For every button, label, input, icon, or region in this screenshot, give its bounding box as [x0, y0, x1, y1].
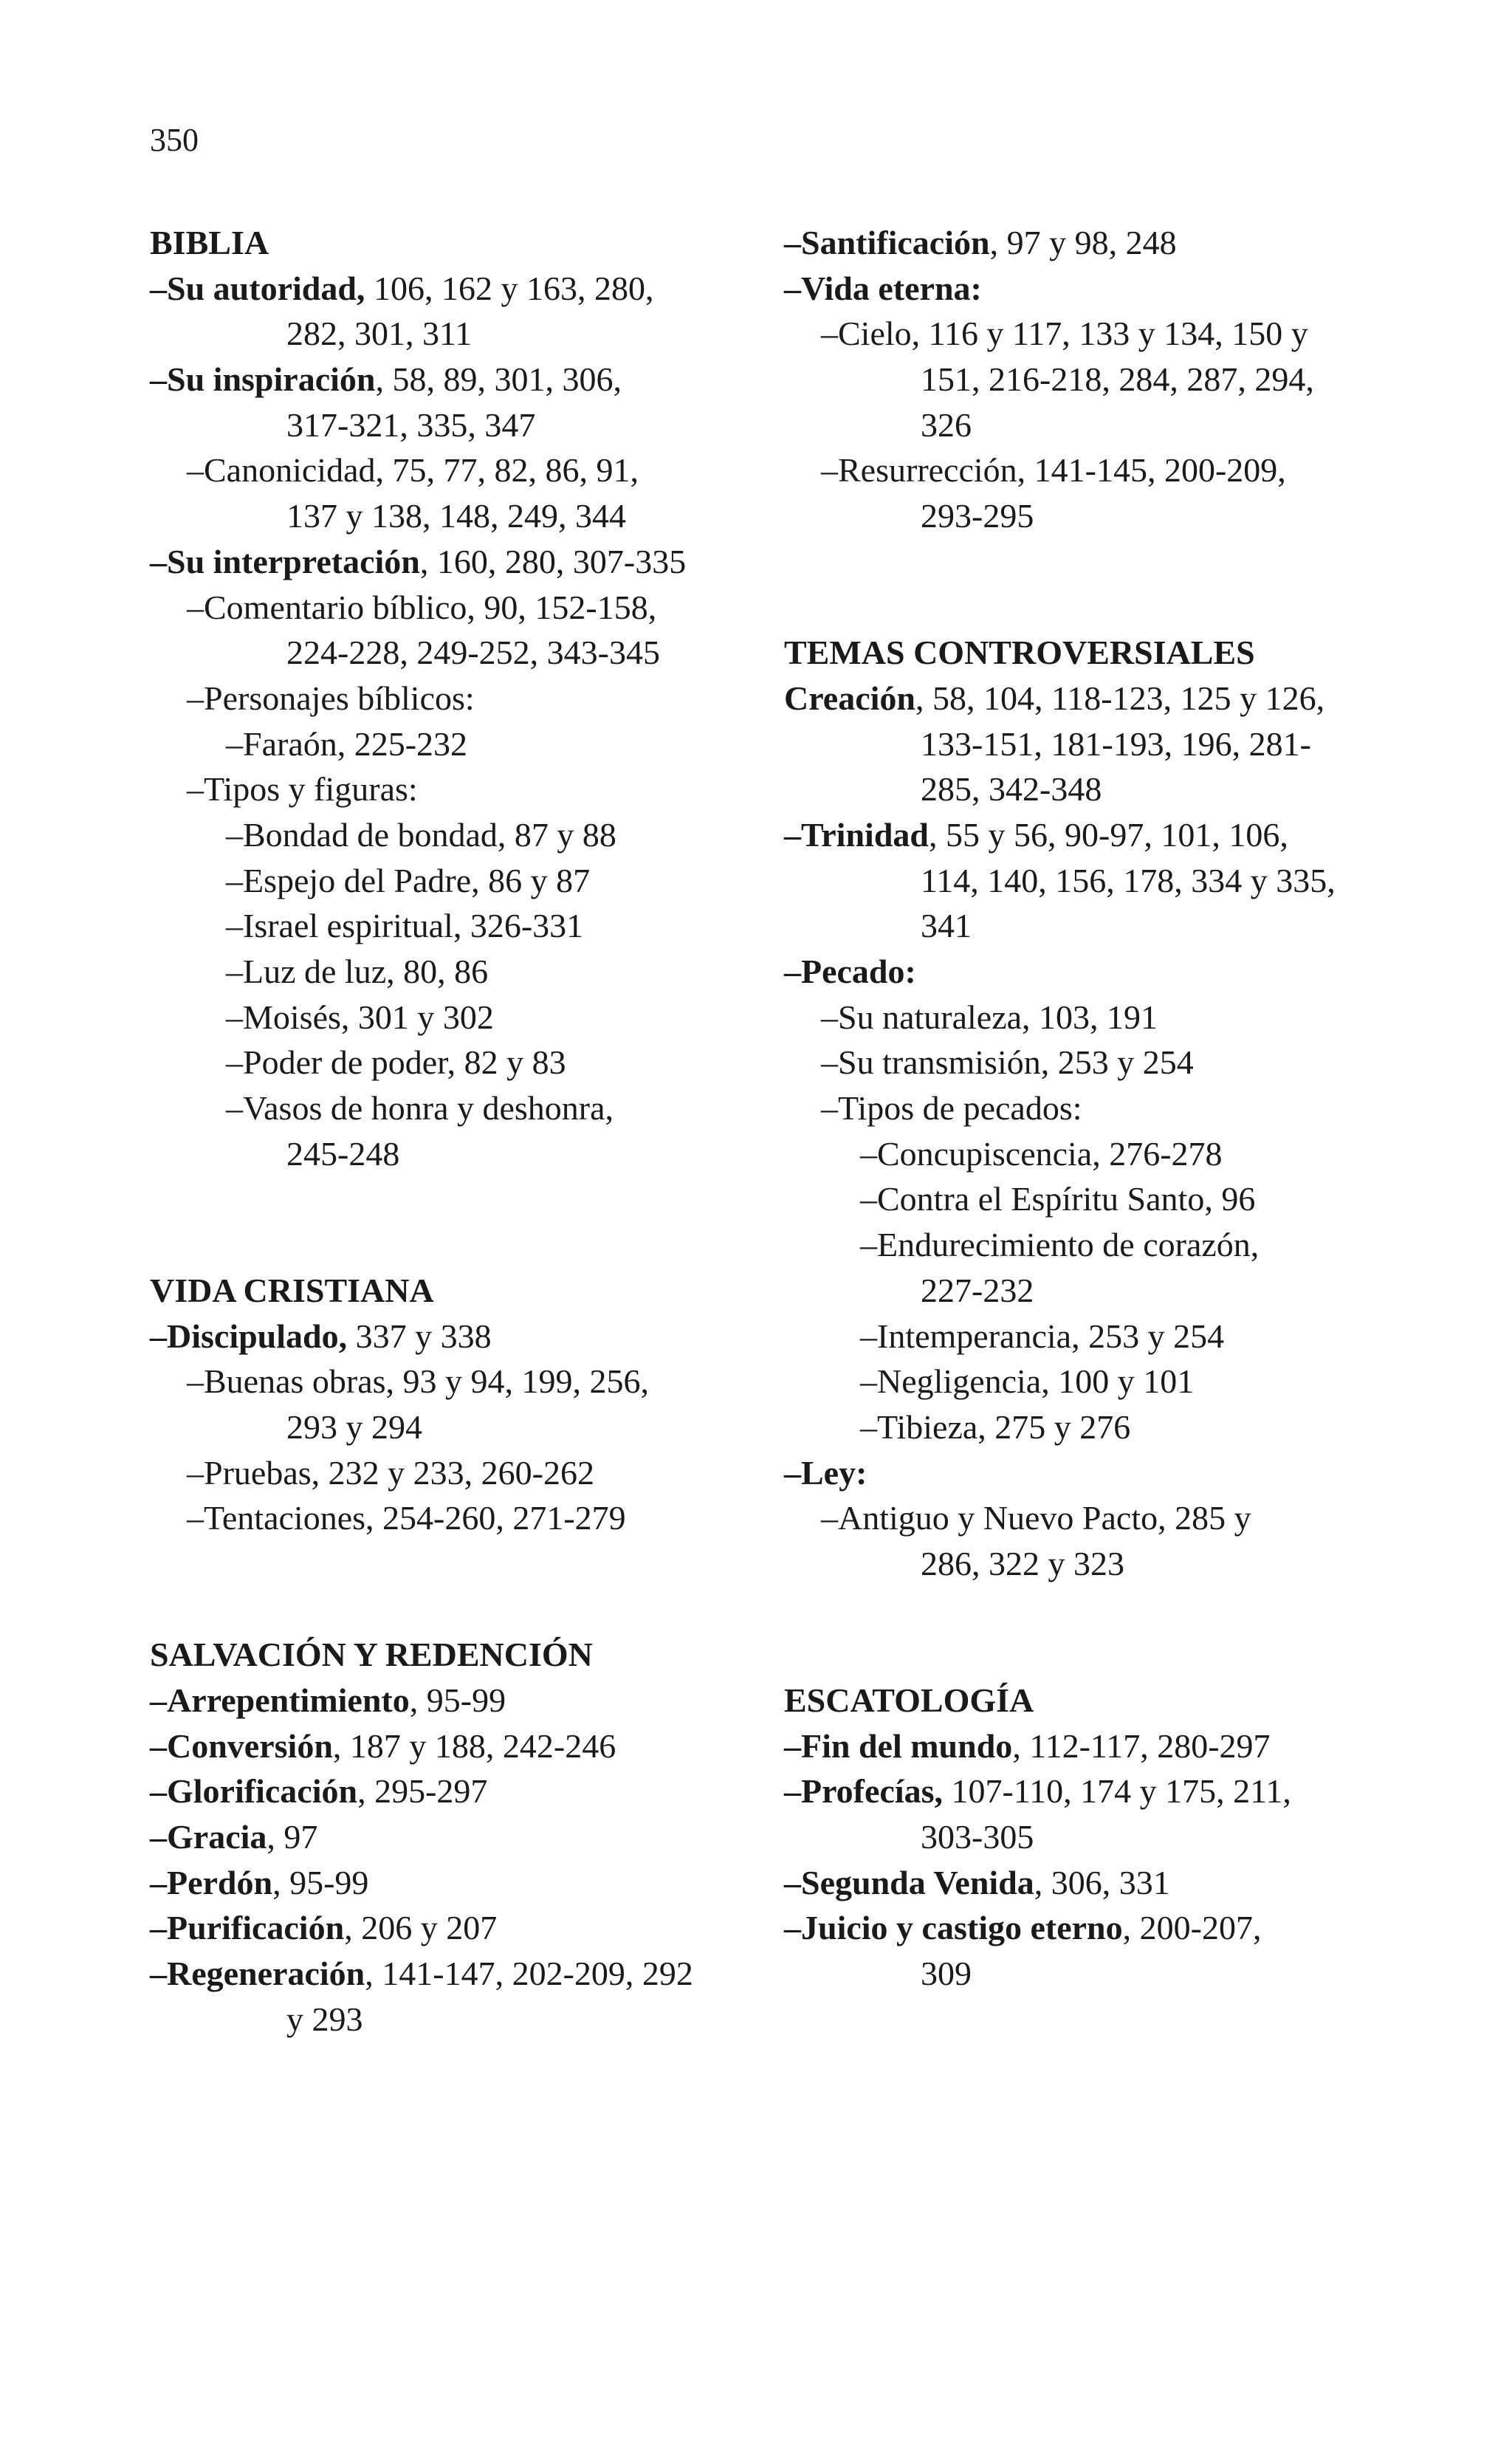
- entry-pages: 282, 301, 311: [286, 315, 472, 353]
- index-entry: [784, 858, 1375, 904]
- entry-term: –Segunda Venida: [784, 1863, 1034, 1901]
- entry-pages: , 95-99: [272, 1863, 369, 1901]
- index-entry: [150, 1314, 740, 1359]
- index-entry: [784, 995, 1375, 1040]
- index-entry: [150, 1905, 740, 1951]
- entry-term: –Vida eterna:: [784, 269, 982, 307]
- index-entry: [784, 676, 1375, 721]
- entry-pages: 151, 216-218, 284, 287, 294,: [921, 360, 1314, 399]
- page-number: 350: [150, 122, 199, 158]
- entry-pages: , 97 y 98, 248: [989, 224, 1177, 261]
- entry-term: –Perdón: [150, 1863, 273, 1901]
- entry-pages: –Endurecimiento de corazón,: [860, 1226, 1260, 1264]
- section-spacer: [150, 1176, 740, 1222]
- index-entry: [150, 1951, 740, 1997]
- entry-pages: –Bondad de bondad, 87 y 88: [226, 815, 616, 854]
- entry-pages: 114, 140, 156, 178, 334 y 335,: [921, 861, 1336, 899]
- entry-pages: –Faraón, 225-232: [226, 724, 468, 763]
- index-entry: [784, 1495, 1375, 1541]
- entry-pages: 107-110, 174 y 175, 211,: [943, 1772, 1291, 1811]
- index-entry: [784, 1268, 1375, 1314]
- index-entry: [784, 721, 1375, 767]
- section-spacer: [784, 1587, 1375, 1633]
- entry-pages: , 187 y 188, 242-246: [332, 1726, 616, 1765]
- entry-pages: –Concupiscencia, 276-278: [860, 1134, 1223, 1173]
- index-entry: [784, 357, 1375, 402]
- entry-term: –Discipulado,: [150, 1317, 348, 1355]
- entry-pages: –Resurrección, 141-145, 200-209,: [821, 451, 1286, 490]
- index-entry: [784, 1085, 1375, 1131]
- entry-pages: , 58, 89, 301, 306,: [375, 360, 622, 399]
- index-entry: [784, 1814, 1375, 1860]
- entry-term: –Gracia: [150, 1818, 267, 1856]
- index-entry: [150, 1768, 740, 1814]
- index-entry: [150, 949, 740, 995]
- index-entry: [150, 266, 740, 312]
- section-spacer: [150, 1541, 740, 1587]
- section-spacer: [784, 1632, 1375, 1678]
- index-entry: [150, 357, 740, 402]
- index-entry: [150, 1131, 740, 1177]
- entry-pages: –Tipos de pecados:: [821, 1089, 1082, 1128]
- index-entry: [784, 1314, 1375, 1359]
- index-entry: [784, 1951, 1375, 1997]
- entry-pages: –Negligencia, 100 y 101: [860, 1362, 1195, 1401]
- index-entry: [150, 1860, 740, 1906]
- entry-pages: , 58, 104, 118-123, 125 y 126,: [915, 679, 1325, 717]
- entry-term: –Su interpretación: [150, 542, 420, 580]
- entry-term: Creación: [784, 679, 916, 717]
- index-entry: [784, 311, 1375, 357]
- index-entry: [784, 812, 1375, 858]
- index-entry: [784, 1176, 1375, 1222]
- entry-term: –Glorificación: [150, 1772, 358, 1811]
- entry-pages: 309: [921, 1955, 972, 1993]
- entry-term: –Arrepentimiento: [150, 1681, 410, 1719]
- section-heading: VIDA CRISTIANA: [150, 1271, 434, 1309]
- entry-pages: 227-232: [921, 1271, 1034, 1309]
- entry-term: –Su autoridad,: [150, 269, 365, 307]
- index-entry: [784, 1040, 1375, 1085]
- index-entry: [784, 1768, 1375, 1814]
- entry-pages: –Contra el Espíritu Santo, 96: [860, 1180, 1256, 1218]
- index-entry: [150, 447, 740, 493]
- index-entry: [784, 1723, 1375, 1769]
- entry-pages: 337 y 338: [347, 1317, 492, 1355]
- entry-pages: 293 y 294: [286, 1407, 422, 1446]
- section-heading: ESCATOLOGÍA: [784, 1681, 1034, 1719]
- entry-pages: –Vasos de honra y deshonra,: [226, 1089, 614, 1128]
- entry-pages: , 141-147, 202-209, 292: [365, 1955, 693, 1993]
- entry-term: –Fin del mundo: [784, 1726, 1013, 1765]
- index-entry: [150, 812, 740, 858]
- entry-term: –Juicio y castigo eterno: [784, 1909, 1123, 1947]
- entry-pages: 317-321, 335, 347: [286, 405, 536, 444]
- index-entry: [784, 1222, 1375, 1268]
- entry-pages: –Espejo del Padre, 86 y 87: [226, 861, 591, 899]
- entry-pages: 106, 162 y 163, 280,: [365, 269, 654, 307]
- index-entry: [150, 1085, 740, 1131]
- section-spacer: [150, 1222, 740, 1268]
- entry-pages: –Canonicidad, 75, 77, 82, 86, 91,: [187, 451, 639, 490]
- entry-pages: , 200-207,: [1122, 1909, 1262, 1947]
- index-entry: [150, 1814, 740, 1860]
- index-entry: [784, 1131, 1375, 1177]
- entry-pages: 326: [921, 405, 972, 444]
- index-entry: [784, 903, 1375, 949]
- entry-pages: , 295-297: [357, 1772, 488, 1811]
- section-heading: BIBLIA: [150, 224, 269, 261]
- entry-pages: –Cielo, 116 y 117, 133 y 134, 150 y: [821, 315, 1308, 353]
- index-entry: [150, 903, 740, 949]
- entry-pages: –Luz de luz, 80, 86: [226, 953, 489, 990]
- index-entry: [150, 493, 740, 539]
- section-heading: TEMAS CONTROVERSIALES: [784, 634, 1255, 672]
- entry-term: –Pecado:: [784, 953, 916, 990]
- index-entry: [150, 585, 740, 631]
- entry-pages: , 160, 280, 307-335: [419, 542, 687, 580]
- index-entry: [150, 858, 740, 904]
- entry-term: –Su inspiración: [150, 360, 376, 399]
- section-heading: SALVACIÓN Y REDENCIÓN: [150, 1636, 593, 1674]
- section-spacer: [784, 539, 1375, 585]
- index-entry: [150, 1450, 740, 1496]
- entry-pages: –Pruebas, 232 y 233, 260-262: [187, 1453, 594, 1492]
- entry-pages: 224-228, 249-252, 343-345: [286, 634, 660, 672]
- entry-term: –Trinidad: [784, 815, 929, 854]
- entry-pages: 286, 322 y 323: [921, 1544, 1124, 1582]
- index-column-left: [150, 220, 740, 2042]
- entry-pages: –Tipos y figuras:: [187, 770, 418, 809]
- index-entry: [784, 220, 1375, 266]
- entry-pages: –Tibieza, 275 y 276: [860, 1407, 1131, 1446]
- entry-pages: –Su transmisión, 253 y 254: [821, 1043, 1194, 1082]
- index-entry: [150, 402, 740, 448]
- entry-pages: 341: [921, 907, 972, 945]
- entry-pages: 133-151, 181-193, 196, 281-: [921, 724, 1311, 763]
- entry-pages: –Poder de poder, 82 y 83: [226, 1043, 566, 1082]
- entry-pages: , 55 y 56, 90-97, 101, 106,: [929, 815, 1288, 854]
- index-entry: [150, 995, 740, 1040]
- entry-pages: –Antiguo y Nuevo Pacto, 285 y: [821, 1499, 1251, 1537]
- index-entry: [150, 539, 740, 585]
- entry-pages: –Personajes bíblicos:: [187, 679, 475, 717]
- entry-pages: 303-305: [921, 1818, 1034, 1856]
- index-entry: [784, 1450, 1375, 1496]
- entry-pages: 293-295: [921, 497, 1034, 535]
- index-entry: [150, 1359, 740, 1404]
- index-entry: [150, 1040, 740, 1085]
- index-entry: [784, 447, 1375, 493]
- index-entry: [150, 721, 740, 767]
- entry-pages: , 206 y 207: [344, 1909, 498, 1947]
- entry-pages: , 95-99: [409, 1681, 506, 1719]
- index-entry: [150, 1723, 740, 1769]
- entry-term: –Santificación: [784, 224, 990, 261]
- entry-pages: –Intemperancia, 253 y 254: [860, 1317, 1225, 1355]
- index-entry: [784, 1860, 1375, 1906]
- index-entry: [784, 766, 1375, 812]
- index-entry: [150, 766, 740, 812]
- index-entry: [150, 311, 740, 357]
- entry-pages: –Israel espiritual, 326-331: [226, 907, 584, 945]
- index-entry: [150, 630, 740, 676]
- index-entry: [784, 266, 1375, 312]
- index-entry: [784, 1404, 1375, 1450]
- index-entry: [784, 402, 1375, 448]
- entry-pages: –Moisés, 301 y 302: [226, 998, 494, 1036]
- index-entry: [150, 1404, 740, 1450]
- entry-term: –Purificación: [150, 1909, 345, 1947]
- index-entry: [784, 493, 1375, 539]
- entry-pages: , 97: [267, 1818, 318, 1856]
- entry-pages: –Tentaciones, 254-260, 271-279: [187, 1499, 626, 1537]
- entry-term: –Profecías,: [784, 1772, 944, 1811]
- entry-pages: 137 y 138, 148, 249, 344: [286, 497, 626, 535]
- entry-term: –Conversión: [150, 1726, 333, 1765]
- index-entry: [150, 1495, 740, 1541]
- index-column-right: [784, 220, 1375, 1997]
- entry-pages: 245-248: [286, 1134, 400, 1173]
- index-entry: [784, 1905, 1375, 1951]
- index-entry: [784, 1541, 1375, 1587]
- index-entry: [784, 1359, 1375, 1404]
- index-entry: [150, 1997, 740, 2042]
- entry-pages: , 112-117, 280-297: [1012, 1726, 1271, 1765]
- entry-pages: 285, 342-348: [921, 770, 1102, 809]
- entry-pages: –Buenas obras, 93 y 94, 199, 256,: [187, 1362, 650, 1401]
- entry-term: –Ley:: [784, 1453, 867, 1492]
- entry-pages: , 306, 331: [1034, 1863, 1170, 1901]
- index-entry: [150, 1678, 740, 1723]
- index-entry: [784, 949, 1375, 995]
- section-spacer: [150, 1587, 740, 1633]
- entry-pages: y 293: [286, 2000, 363, 2038]
- index-entry: [150, 676, 740, 721]
- section-spacer: [784, 585, 1375, 631]
- entry-pages: –Comentario bíblico, 90, 152-158,: [187, 588, 657, 626]
- entry-term: –Regeneración: [150, 1955, 365, 1993]
- entry-pages: –Su naturaleza, 103, 191: [821, 998, 1158, 1036]
